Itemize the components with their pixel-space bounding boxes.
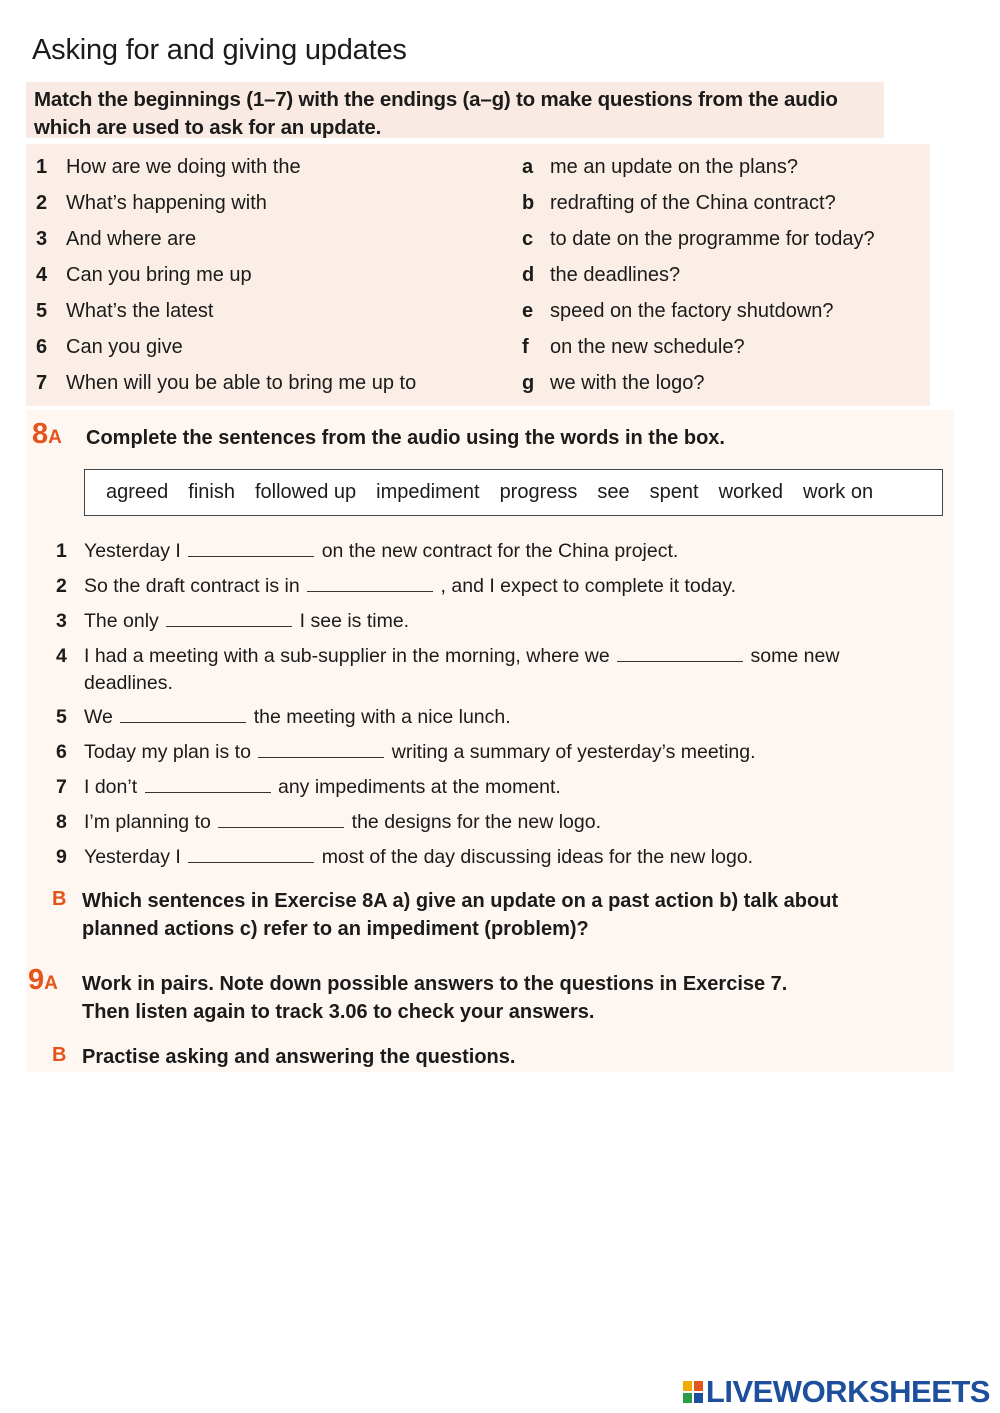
item-text: What’s happening with <box>66 192 267 214</box>
sentence-start: We <box>84 706 113 728</box>
word-box <box>84 469 943 516</box>
sentence-start: Today my plan is to <box>84 741 251 763</box>
item-text: When will you be able to bring me up to <box>66 372 417 394</box>
sentence-end: the designs for the new logo. <box>351 811 602 833</box>
exercise-part: A <box>44 973 58 994</box>
page-title: Asking for and giving updates <box>32 34 407 66</box>
beginning-item <box>36 336 183 359</box>
item-letter: c <box>522 228 534 250</box>
gap-fill-sentence <box>56 844 936 871</box>
ending-item <box>522 192 836 215</box>
answer-blank[interactable] <box>617 645 743 662</box>
exercise-8a-label <box>32 418 62 451</box>
word-box-item: work on <box>803 481 874 503</box>
sentence-end: writing a summary of yesterday’s meeting. <box>391 741 756 763</box>
item-letter: g <box>522 372 535 394</box>
item-text: How are we doing with the <box>66 156 301 178</box>
gap-fill-sentence <box>56 573 936 600</box>
instruction-line: Work in pairs. Note down possible answers to the questions in Exercise 7. <box>82 973 788 995</box>
word-box-item: progress <box>499 481 578 503</box>
answer-blank[interactable] <box>258 741 384 758</box>
instruction-line: planned actions c) refer to an impediment (problem)? <box>82 918 589 940</box>
exercise-9b-label: B <box>52 1044 67 1066</box>
word-box-item: worked <box>718 481 784 503</box>
sentence-start: Yesterday I <box>84 846 181 868</box>
exercise-8a-instruction: Complete the sentences from the audio using the words in the box. <box>86 427 725 449</box>
word-box-item: spent <box>649 481 699 503</box>
item-letter: b <box>522 192 535 214</box>
exercise-number: 9 <box>28 964 45 996</box>
answer-blank[interactable] <box>188 846 314 863</box>
item-number: 1 <box>36 156 48 178</box>
item-text: the deadlines? <box>550 264 681 286</box>
answer-blank[interactable] <box>166 610 292 627</box>
item-letter: f <box>522 336 529 358</box>
item-text: Can you give <box>66 336 183 358</box>
ending-item <box>522 264 680 287</box>
sentence-end: some new <box>750 645 840 667</box>
item-text: Can you bring me up <box>66 264 252 286</box>
sentence-end: on the new contract for the China project. <box>321 540 679 562</box>
sentence-number: 9 <box>56 846 67 868</box>
beginning-item <box>36 192 267 215</box>
gap-fill-sentence <box>56 608 936 635</box>
gap-fill-sentence <box>56 739 936 766</box>
beginning-item <box>36 264 252 287</box>
sentence-number: 4 <box>56 645 67 667</box>
brand-name: LIVEWORKSHEETS <box>705 1374 990 1409</box>
sentence-number: 2 <box>56 575 67 597</box>
gap-fill-sentence <box>56 774 936 801</box>
sentence-number: 6 <box>56 741 67 763</box>
item-number: 5 <box>36 300 48 322</box>
ending-item <box>522 156 798 179</box>
exercise-8b-instruction <box>82 887 942 943</box>
sentence-number: 8 <box>56 811 67 833</box>
item-number: 7 <box>36 372 48 394</box>
item-letter: e <box>522 300 534 322</box>
exercise-9a-instruction <box>82 970 942 1026</box>
answer-blank[interactable] <box>188 540 314 557</box>
word-box-item: finish <box>188 481 235 503</box>
gap-fill-sentence <box>56 809 936 836</box>
liveworksheets-logo-icon <box>683 1381 703 1403</box>
answer-blank[interactable] <box>145 776 271 793</box>
exercise-part: A <box>48 427 62 448</box>
ending-item <box>522 300 834 323</box>
item-number: 6 <box>36 336 48 358</box>
sentence-end: most of the day discussing ideas for the new logo. <box>321 846 754 868</box>
instruction-line: Which sentences in Exercise 8A a) give an update on a past action b) talk about <box>82 890 839 912</box>
beginning-item <box>36 372 416 395</box>
exercise-7-instruction: Match the beginnings (1–7) with the endings (a–g) to make questions from the audio which are used to ask for an update. <box>34 88 838 139</box>
answer-blank[interactable] <box>120 706 246 723</box>
beginning-item <box>36 228 196 251</box>
sentence-number: 5 <box>56 706 67 728</box>
sentence-start: The only <box>84 610 159 632</box>
item-number: 3 <box>36 228 48 250</box>
word-box-item: see <box>597 481 630 503</box>
exercise-9a-label <box>28 964 58 997</box>
item-number: 4 <box>36 264 48 286</box>
sentence-start: Yesterday I <box>84 540 181 562</box>
answer-blank[interactable] <box>307 575 433 592</box>
ending-item <box>522 336 745 359</box>
sentence-start: I’m planning to <box>84 811 211 833</box>
sentence-end: any impediments at the moment. <box>277 776 561 798</box>
item-text: speed on the factory shutdown? <box>550 300 834 322</box>
item-text: me an update on the plans? <box>550 156 798 178</box>
answer-blank[interactable] <box>218 811 344 828</box>
sentence-number: 3 <box>56 610 67 632</box>
liveworksheets-brand <box>683 1374 990 1410</box>
exercise-number: 8 <box>32 418 49 450</box>
sentence-start: So the draft contract is in <box>84 575 300 597</box>
ending-item <box>522 228 875 251</box>
beginning-item <box>36 300 213 323</box>
item-text: redrafting of the China contract? <box>550 192 836 214</box>
sentence-number: 7 <box>56 776 67 798</box>
sentence-continuation: deadlines. <box>84 672 173 694</box>
sentence-end: the meeting with a nice lunch. <box>253 706 511 728</box>
item-text: we with the logo? <box>550 372 705 394</box>
sentence-start: I had a meeting with a sub-supplier in the morning, where we <box>84 645 610 667</box>
word-box-item: impediment <box>376 481 480 503</box>
item-text: on the new schedule? <box>550 336 745 358</box>
word-box-item: agreed <box>106 481 169 503</box>
item-number: 2 <box>36 192 48 214</box>
word-box-item: followed up <box>254 481 357 503</box>
exercise-8b-label: B <box>52 888 67 910</box>
item-text: What’s the latest <box>66 300 214 322</box>
gap-fill-sentence <box>56 538 936 565</box>
item-text: to date on the programme for today? <box>550 228 875 250</box>
gap-fill-sentence <box>56 704 936 731</box>
beginning-item <box>36 156 301 179</box>
instruction-line: Then listen again to track 3.06 to check your answers. <box>82 1001 595 1023</box>
ending-item <box>522 372 705 395</box>
item-letter: a <box>522 156 534 178</box>
exercise-9b-instruction: Practise asking and answering the questions. <box>82 1046 516 1068</box>
sentence-end: , and I expect to complete it today. <box>440 575 737 597</box>
item-letter: d <box>522 264 535 286</box>
sentence-start: I don’t <box>84 776 138 798</box>
item-text: And where are <box>66 228 197 250</box>
sentence-number: 1 <box>56 540 67 562</box>
gap-fill-sentence <box>56 643 936 697</box>
sentence-end: I see is time. <box>299 610 410 632</box>
